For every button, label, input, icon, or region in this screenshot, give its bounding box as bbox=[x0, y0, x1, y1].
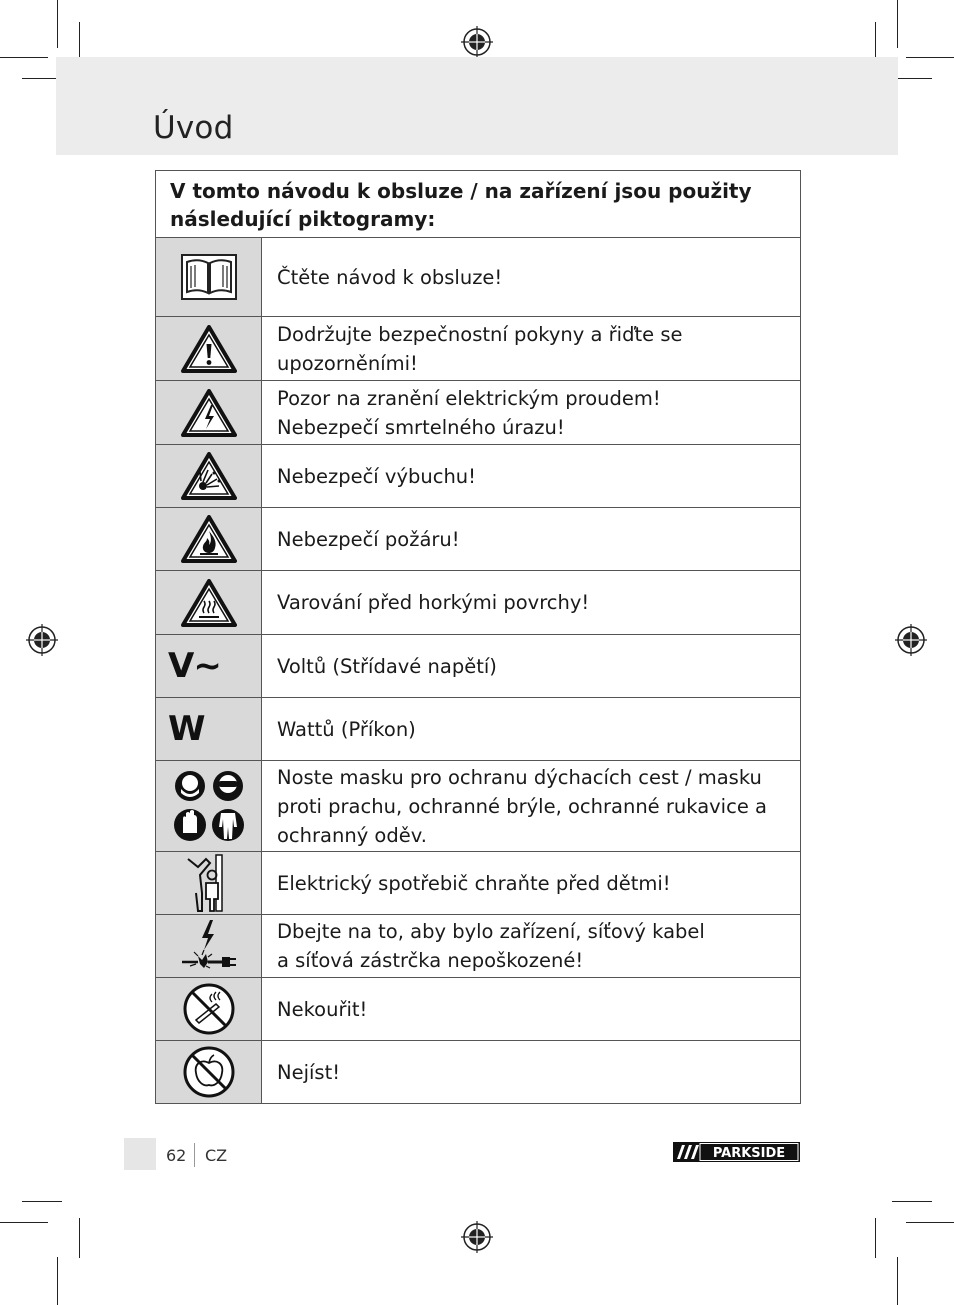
table-row bbox=[156, 761, 800, 852]
table-heading bbox=[156, 171, 800, 238]
icon-cell bbox=[156, 761, 262, 851]
table-row bbox=[156, 381, 800, 445]
table-row bbox=[156, 978, 800, 1041]
table-row bbox=[156, 1041, 800, 1103]
no-smoking-icon bbox=[182, 982, 236, 1036]
table-row bbox=[156, 317, 800, 381]
table-row bbox=[156, 571, 800, 635]
icon-cell bbox=[156, 915, 262, 977]
registration-mark-icon bbox=[461, 1221, 493, 1253]
icon-cell bbox=[156, 238, 262, 316]
icon-cell bbox=[156, 635, 262, 697]
crop-mark bbox=[57, 0, 58, 48]
icon-cell bbox=[156, 317, 262, 380]
row-text: Nekouřit! bbox=[277, 997, 368, 1021]
icon-cell bbox=[156, 1041, 262, 1103]
fire-warning-icon bbox=[181, 515, 237, 563]
explosion-warning-icon bbox=[181, 452, 237, 500]
row-text: Dodržujte bezpečnostní pokyny a řiďte se upozorněními! bbox=[277, 322, 683, 375]
table-heading-text: V tomto návodu k obsluze / na zařízení jsou použity následující piktogramy: bbox=[170, 179, 752, 231]
crop-mark bbox=[906, 57, 954, 58]
crop-mark bbox=[897, 0, 898, 48]
row-text: Nebezpečí požáru! bbox=[277, 527, 460, 551]
row-text: Varování před horkými povrchy! bbox=[277, 591, 590, 614]
language-code: CZ bbox=[205, 1146, 228, 1165]
icon-cell bbox=[156, 978, 262, 1040]
registration-mark-icon bbox=[26, 624, 58, 656]
damaged-cable-icon bbox=[180, 918, 238, 974]
crop-mark bbox=[875, 1218, 876, 1258]
crop-mark bbox=[0, 1222, 48, 1223]
row-text: Noste masku pro ochranu dýchacích cest / masku proti prachu, ochranné brýle, ochranné rukavice a ochranný oděv. bbox=[277, 765, 767, 847]
registration-mark-icon bbox=[895, 624, 927, 656]
crop-mark bbox=[22, 1201, 62, 1202]
crop-mark bbox=[897, 1257, 898, 1305]
registration-mark-icon bbox=[461, 26, 493, 58]
crop-mark bbox=[57, 1257, 58, 1305]
keep-away-children-icon bbox=[184, 853, 234, 913]
table-row bbox=[156, 698, 800, 761]
row-text: Nebezpečí výbuchu! bbox=[277, 464, 476, 488]
icon-cell bbox=[156, 508, 262, 570]
page-number: 62 bbox=[166, 1146, 187, 1165]
crop-mark bbox=[0, 57, 48, 58]
row-text: Elektrický spotřebič chraňte před dětmi! bbox=[277, 871, 671, 895]
crop-mark bbox=[79, 1218, 80, 1258]
table-row bbox=[156, 915, 800, 978]
crop-mark bbox=[892, 78, 932, 79]
protective-equipment-icon bbox=[173, 769, 245, 843]
table-row bbox=[156, 238, 800, 317]
row-text: Dbejte na to, aby bylo zařízení, síťový kabel a síťová zástrčka nepoškozené! bbox=[277, 920, 705, 972]
row-text: Voltů (Střídavé napětí) bbox=[277, 654, 497, 678]
warning-exclamation-icon bbox=[181, 325, 237, 373]
crop-mark bbox=[875, 22, 876, 62]
watt-symbol: W bbox=[168, 709, 206, 749]
logo-text: PARKSIDE bbox=[712, 1146, 786, 1161]
crop-mark bbox=[79, 22, 80, 62]
footer-marker bbox=[124, 1138, 156, 1170]
row-text: Nejíst! bbox=[277, 1060, 341, 1084]
icon-cell bbox=[156, 852, 262, 914]
volt-ac-symbol: V~ bbox=[168, 646, 221, 686]
icon-cell bbox=[156, 571, 262, 634]
pictogram-table bbox=[155, 170, 801, 1104]
manual-book-icon bbox=[181, 254, 237, 300]
icon-cell bbox=[156, 698, 262, 760]
parkside-logo bbox=[673, 1142, 800, 1162]
hot-surface-warning-icon bbox=[181, 579, 237, 627]
table-row bbox=[156, 635, 800, 698]
icon-cell bbox=[156, 445, 262, 507]
row-text: Pozor na zranění elektrickým proudem! Nebezpečí smrtelného úrazu! bbox=[277, 386, 661, 439]
crop-mark bbox=[906, 1222, 954, 1223]
table-row bbox=[156, 508, 800, 571]
no-eating-icon bbox=[182, 1045, 236, 1099]
footer-divider bbox=[194, 1143, 195, 1167]
crop-mark bbox=[892, 1201, 932, 1202]
row-text: Čtěte návod k obsluze! bbox=[277, 265, 503, 289]
table-row bbox=[156, 852, 800, 915]
row-text: Wattů (Příkon) bbox=[277, 717, 416, 741]
electric-shock-warning-icon bbox=[181, 389, 237, 437]
icon-cell bbox=[156, 381, 262, 444]
page-title: Úvod bbox=[153, 110, 234, 146]
table-row bbox=[156, 445, 800, 508]
